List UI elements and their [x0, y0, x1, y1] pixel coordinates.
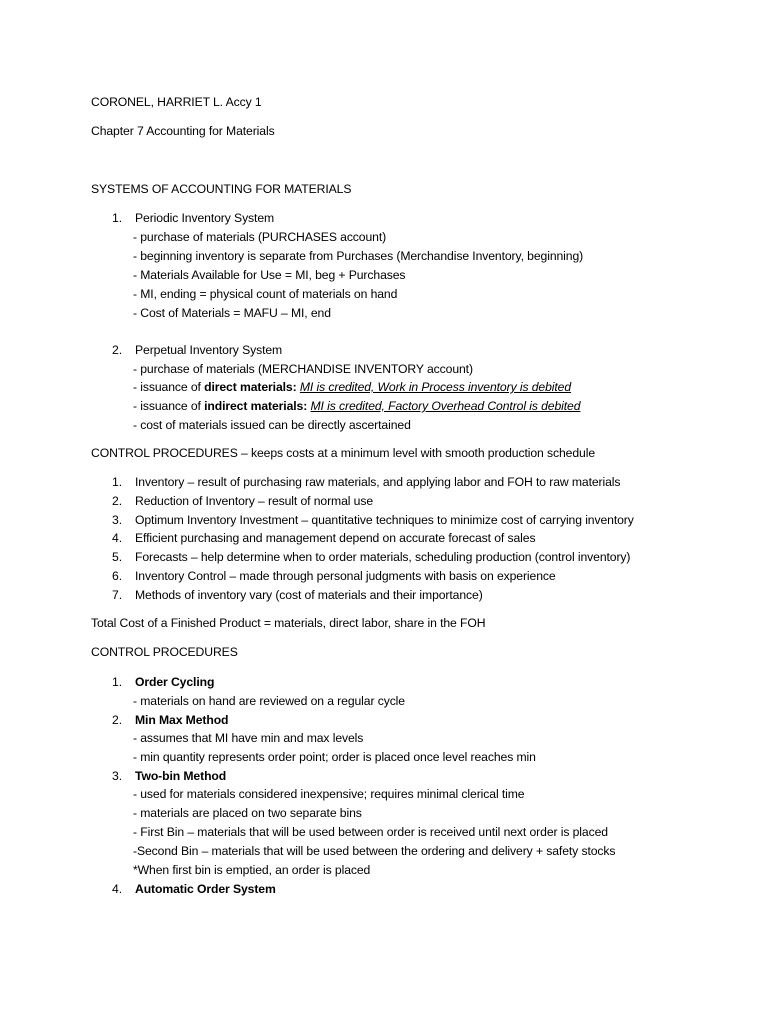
list-number: 2.: [112, 343, 123, 357]
control-heading: CONTROL PROCEDURES – keeps costs at a minimum level with smooth production schedule: [91, 446, 595, 460]
list-item: Optimum Inventory Investment – quantitative techniques to minimize cost of carrying inventory: [135, 513, 634, 527]
list-number: 1.: [112, 211, 123, 225]
list-line: - materials on hand are reviewed on a regular cycle: [133, 694, 405, 708]
list-line: *When first bin is emptied, an order is placed: [133, 863, 371, 877]
automatic-order-title: Automatic Order System: [135, 882, 276, 896]
bold-term: indirect materials:: [204, 399, 308, 413]
bold-term: direct materials:: [204, 380, 297, 394]
line-prefix: - issuance of: [133, 380, 205, 394]
list-number: 6.: [112, 569, 123, 583]
underlined-entry: MI is credited, Work in Process inventory is debited: [299, 380, 572, 394]
control-heading-2: CONTROL PROCEDURES: [91, 645, 238, 659]
list-number: 4.: [112, 531, 123, 545]
list-number: 1.: [112, 675, 123, 689]
chapter-title: Chapter 7 Accounting for Materials: [91, 124, 275, 138]
list-line: - beginning inventory is separate from Purchases (Merchandise Inventory, beginning): [133, 249, 584, 263]
list-item: Efficient purchasing and management depend on accurate forecast of sales: [135, 531, 536, 545]
list-line: - purchase of materials (MERCHANDISE INVENTORY account): [133, 362, 473, 376]
perpetual-title: Perpetual Inventory System: [135, 343, 283, 357]
list-number: 2.: [112, 713, 123, 727]
list-line: - materials are placed on two separate bins: [133, 806, 362, 820]
list-line: - used for materials considered inexpensive; requires minimal clerical time: [133, 787, 525, 801]
list-line-direct: [133, 379, 571, 395]
two-bin-title: Two-bin Method: [135, 769, 227, 783]
underlined-entry: MI is credited, Factory Overhead Control is debited: [310, 399, 581, 413]
list-item: Forecasts – help determine when to order materials, scheduling production (control inventory): [135, 550, 631, 564]
list-line: -Second Bin – materials that will be used between the ordering and delivery + safety stocks: [133, 844, 616, 858]
list-line: - min quantity represents order point; order is placed once level reaches min: [133, 750, 536, 764]
list-number: 3.: [112, 513, 123, 527]
min-max-title: Min Max Method: [135, 713, 229, 727]
line-prefix: - issuance of: [133, 399, 205, 413]
list-number: 1.: [112, 475, 123, 489]
order-cycling-title: Order Cycling: [135, 675, 215, 689]
list-line: - Cost of Materials = MAFU – MI, end: [133, 306, 331, 320]
list-number: 3.: [112, 769, 123, 783]
list-number: 4.: [112, 882, 123, 896]
list-line: - Materials Available for Use = MI, beg + Purchases: [133, 268, 406, 282]
list-line: - cost of materials issued can be directly ascertained: [133, 418, 411, 432]
list-line: - purchase of materials (PURCHASES account): [133, 230, 387, 244]
name-line: CORONEL, HARRIET L. Accy 1: [91, 95, 262, 109]
list-line: - MI, ending = physical count of materials on hand: [133, 287, 398, 301]
list-item: Methods of inventory vary (cost of materials and their importance): [135, 588, 483, 602]
total-cost-line: Total Cost of a Finished Product = materials, direct labor, share in the FOH: [91, 616, 486, 630]
list-item: Inventory Control – made through personal judgments with basis on experience: [135, 569, 556, 583]
periodic-title: Periodic Inventory System: [135, 211, 275, 225]
list-line: - assumes that MI have min and max levels: [133, 731, 364, 745]
systems-heading: SYSTEMS OF ACCOUNTING FOR MATERIALS: [91, 182, 352, 196]
list-line-indirect: [133, 398, 580, 414]
list-number: 7.: [112, 588, 123, 602]
list-item: Inventory – result of purchasing raw materials, and applying labor and FOH to raw materials: [135, 475, 621, 489]
list-item: Reduction of Inventory – result of normal use: [135, 494, 374, 508]
list-line: - First Bin – materials that will be used between order is received until next order is placed: [133, 825, 608, 839]
list-number: 5.: [112, 550, 123, 564]
list-number: 2.: [112, 494, 123, 508]
